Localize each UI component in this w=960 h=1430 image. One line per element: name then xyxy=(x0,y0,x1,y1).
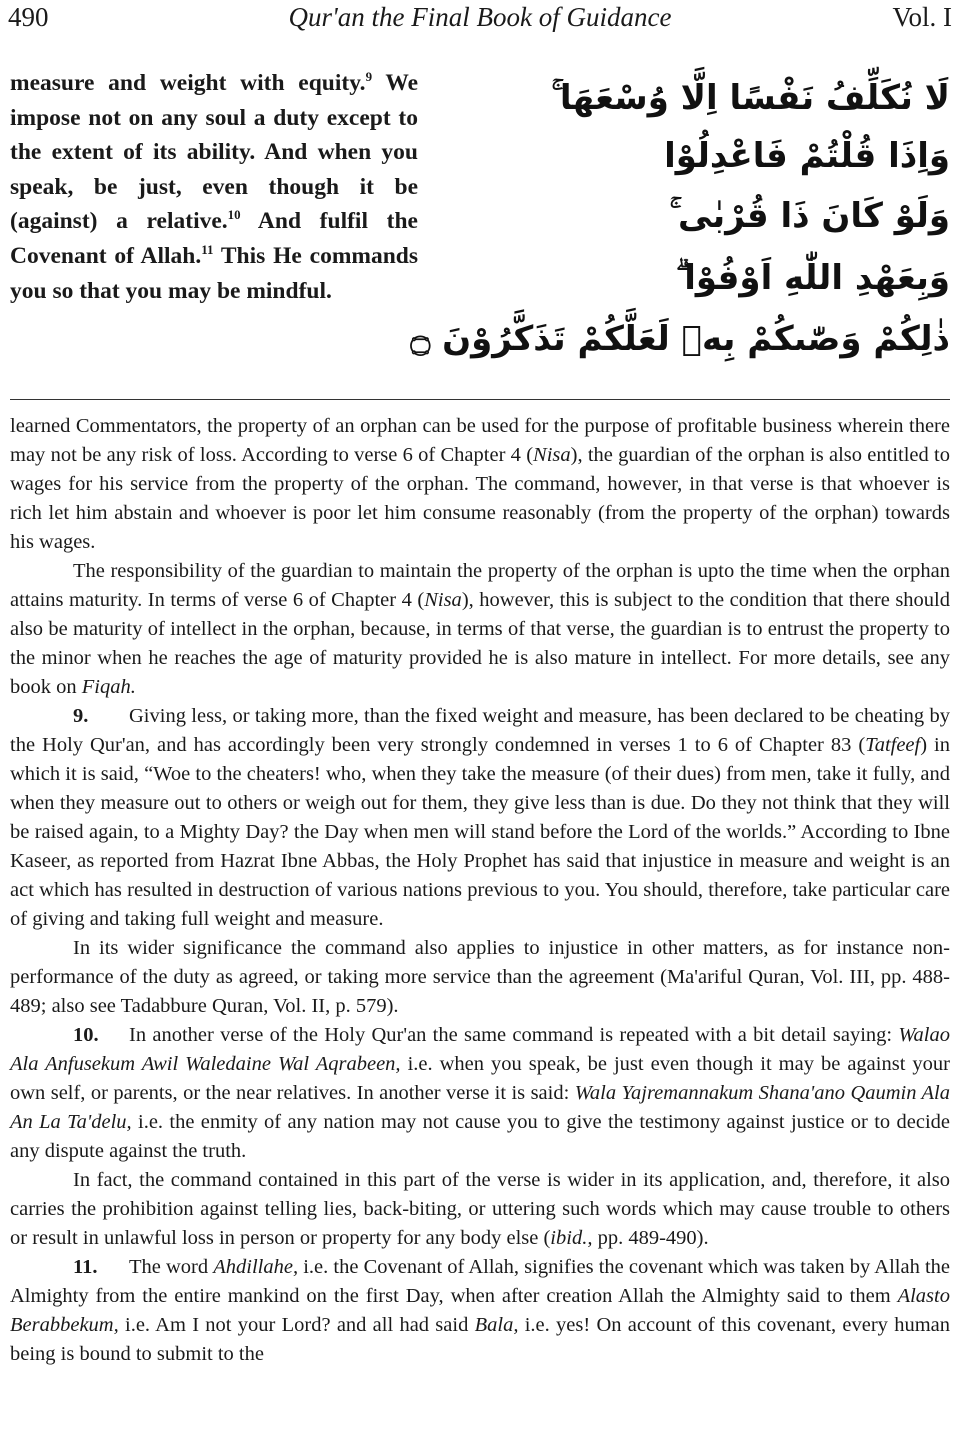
divider xyxy=(10,399,950,400)
footnote-11: 11. The word Ahdillahe, i.e. the Covenant of Allah, signifies the covenant which was taken by Allah the Almighty from the entire mankind on the first Day, when after creation Allah the Almighty said to them Alasto Berabbekum, i.e. Am I not your Lord? and all had said Bala, i.e. yes! On account of this covenant, every human being is bound to submit to the xyxy=(10,1253,950,1369)
footnote-number: 10. xyxy=(73,1024,99,1046)
page-number: 490 xyxy=(8,2,49,32)
footnote-10: 10. In another verse of the Holy Qur'an the same command is repeated with a bit detail saying: Walao Ala Anfusekum Awil Waledaine Wal Aqrabeen, i.e. when you speak, be just even though it may be against your own self, or parents, or the near relatives. In another verse it is said: Wala Yajremannakum Shana'ano Qaumin Ala An La Ta'delu, i.e. the enmity of any nation may not cause you to give the testimony against justice or to decide any dispute against the truth. xyxy=(10,1021,950,1166)
footnote-ref-9: 9 xyxy=(365,69,373,85)
footnote-number: 9. xyxy=(73,705,89,727)
running-title: Qur'an the Final Book of Guidance xyxy=(288,2,672,32)
arabic-line: ذٰلِكُمْ وَصّٰىكُمْ بِهٖ لَعَلَّكُمْ تَذَكَّرُوْنَ ۝ xyxy=(410,319,950,359)
arabic-line: وَاِذَا قُلْتُمْ فَاعْدِلُوْا xyxy=(664,136,950,176)
volume-label: Vol. I xyxy=(892,2,952,32)
footnote-number: 11. xyxy=(73,1256,98,1278)
commentary xyxy=(10,412,950,1369)
footnote-9: 9. Giving less, or taking more, than the fixed weight and measure, has been declared to be cheating by the Holy Qur'an, and has accordingly been very strongly condemned in verses 1 to 6 of Chapter 83 (Tatfeef) in which it is said, “Woe to the cheaters! who, when they take the measure (of their dues) from men, take it fully, and when they measure out to others or weigh out for them, they give less than is due. Do they not think that they will be raised again, to a Mighty Day? the Day when men will stand before the Lord of the worlds.” According to Ibne Kaseer, as reported from Hazrat Ibne Abbas, the Holy Prophet has said that injustice in measure and weight is an act which has resulted in destruction of various nations previous to you. You should, therefore, take particular care of giving and taking full weight and measure. xyxy=(10,702,950,934)
arabic-line: وَلَوْ كَانَ ذَا قُرْبٰى ۚ xyxy=(669,196,950,236)
footnote-ref-10: 10 xyxy=(227,207,241,223)
paragraph: In fact, the command contained in this part of the verse is wider in its application, and, therefore, it also carries the prohibition against telling lies, back-biting, or uttering such words which may cause trouble to others or result in unlawful loss in person or property for any body else (ibid., pp. 489-490). xyxy=(10,1169,950,1249)
paragraph: In its wider significance the command also applies to injustice in other matters, as for instance non-performance of the duty as agreed, or taking more service than the agreement (Ma'ariful Quran, Vol. III, pp. 488-489; also see Tadabbure Quran, Vol. II, p. 579). xyxy=(10,937,950,1017)
footnote-ref-11: 11 xyxy=(201,242,214,258)
page-header xyxy=(8,0,952,40)
arabic-line: وَبِعَهْدِ اللّٰهِ اَوْفُوْا ۗ xyxy=(675,258,950,298)
paragraph: learned Commentators, the property of an orphan can be used for the purpose of profitable business wherein there may not be any risk of loss. According to verse 6 of Chapter 4 (Nisa), the guardian of the orphan is also entitled to wages for his service from the property of the orphan. The command, however, in that verse is that whoever is rich let him abstain and whoever is poor let him consume reasonably (from the property of the orphan) towards his wages. xyxy=(10,415,950,553)
paragraph: The responsibility of the guardian to maintain the property of the orphan is upto the time when the orphan attains maturity. In terms of verse 6 of Chapter 4 (Nisa), however, this is subject to the condition that there should also be maturity of intellect in the orphan, because, in terms of that verse, the guardian is to entrust the property to the minor when he reaches the age of maturity provided he is also mature in intellect. For more details, see any book on Fiqah. xyxy=(10,560,950,698)
verse-translation: measure and weight with equity.$^9$ We impose not on any soul a duty except to the extent of its ability. And when you speak, be just, even though it be (against) a relative.$^{10}$ And fulfil the Covenant of Allah.$^{11}$ This He commands you so that you may be mindful. xyxy=(10,69,419,304)
arabic-line: لَا نُكَلِّفُ نَفْسًا اِلَّا وُسْعَهَا ۚ xyxy=(551,78,950,118)
